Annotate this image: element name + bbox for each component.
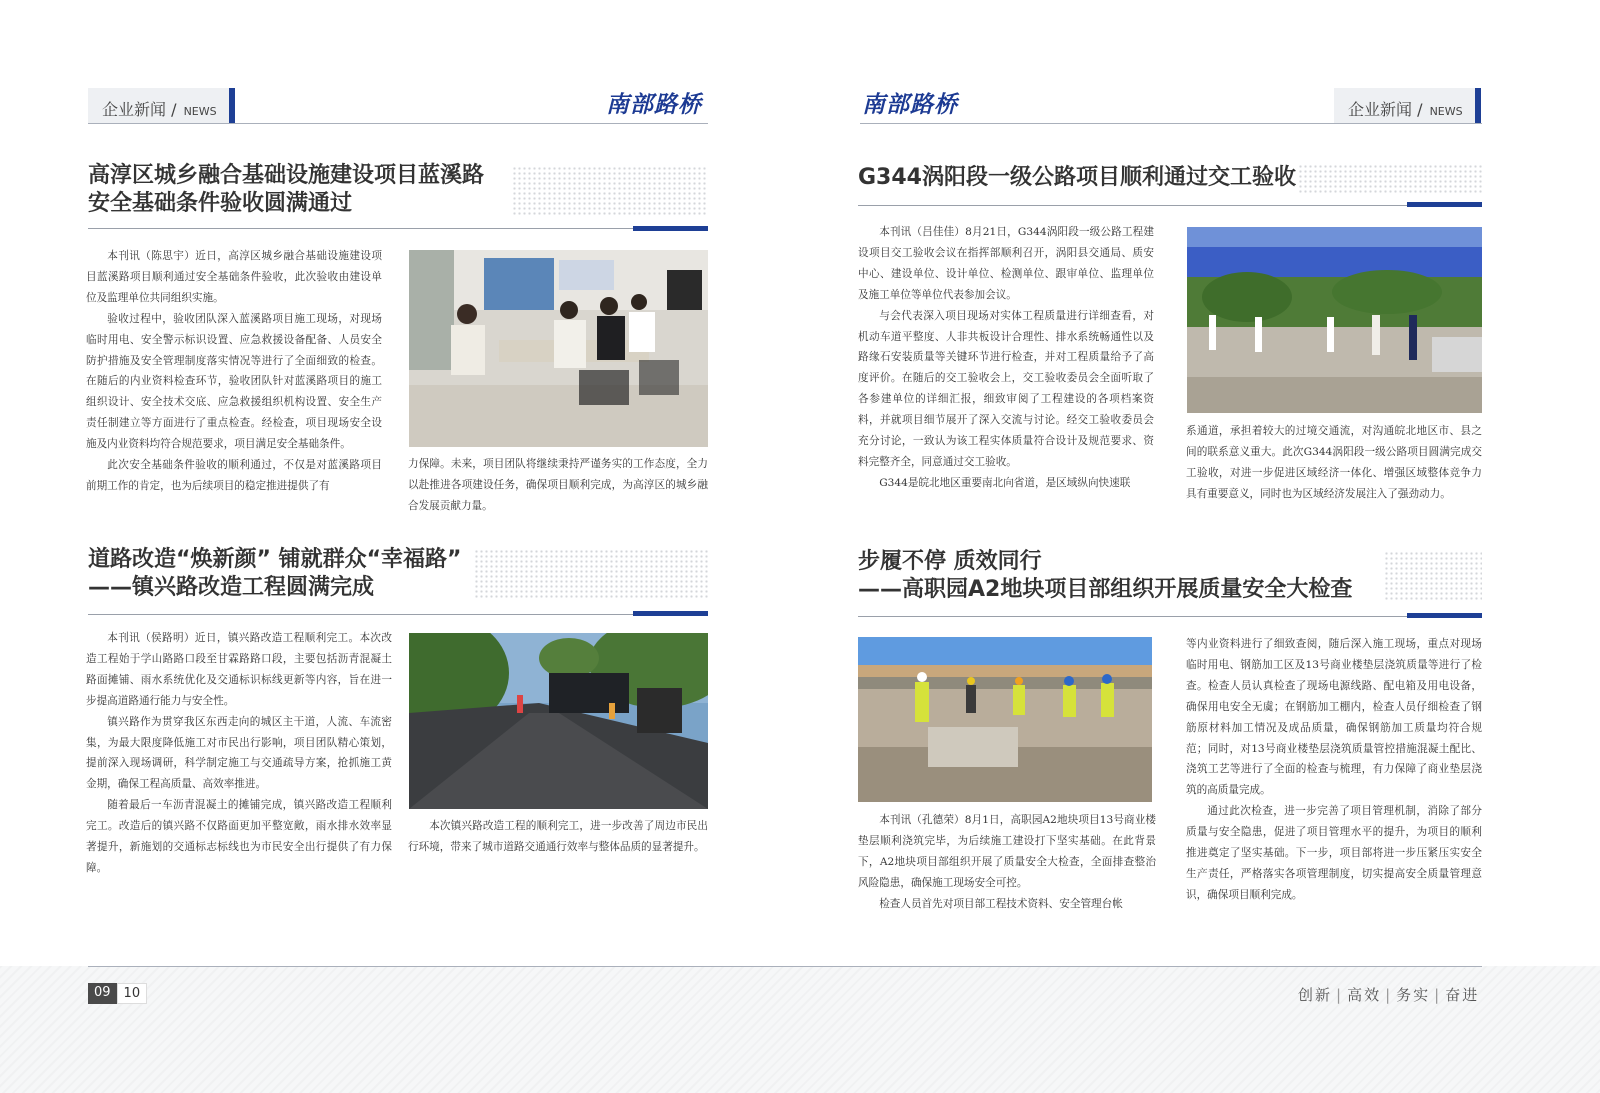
article-title: 高淳区城乡融合基础设施建设项目蓝溪路 安全基础条件验收圆满通过 (88, 163, 485, 216)
footer-rule (88, 966, 1482, 967)
road-paving-photo (409, 633, 708, 809)
meeting-photo (409, 250, 708, 447)
title-accent-bar (1407, 202, 1482, 207)
section-label-en: NEWS (1429, 105, 1463, 118)
page-number-left: 09 (88, 983, 117, 1004)
section-label: 企业新闻 (102, 100, 167, 119)
title-accent-bar (1407, 613, 1482, 618)
title-accent-bar (633, 611, 708, 616)
section-tab-right: 企业新闻 / NEWS (1334, 88, 1481, 124)
article-body-col2: 力保障。未来，项目团队将继续秉持严谨务实的工作态度，全力以赴推进各项建设任务，确保项目顺利完成，为高淳区的城乡融合发展贡献力量。 (408, 458, 708, 512)
article-body-col1: 本刊讯（侯路明）近日，镇兴路改造工程顺利完工。本次改造工程始于学山路路口段至甘霖路路口段，主要包括沥青混凝土路面摊铺、雨水系统优化及交通标识标线更新等内容，旨在进一步提高道路通行能力与安全性。 镇兴路作为贯穿我区东西走向的城区主干道，人流、车流密集，为最大限度降低施工对市民出行影响，项目团队精心策划，提前深入现场调研，科学制定施工与交通疏导方案，抢抓施工黄金期，确保工程高质量、高效率推进。 随着最后一车沥青混凝土的摊铺完成，镇兴路改造工程顺利完工。改造后的镇兴路不仅路面更加平整宽敞，雨水排水效率显著提升，新施划的交通标志标线也为市民安全出行提供了有力保障。 (86, 632, 392, 874)
article-body-col2: 系通道，承担着较大的过境交通流，对沟通皖北地区市、县之间的联系意义重大。此次G344涡阳段一级公路项目圆满完成交工验收，对进一步促进区域经济一体化、增强区域整体竞争力具有重要意义，同时也为区域经济发展注入了强劲动力。 (1186, 425, 1482, 500)
title-underline (858, 616, 1407, 617)
footer-slogan: 创新 | 高效 | 务实 | 奋进 (1298, 986, 1480, 1004)
article-body-col2: 等内业资料进行了细致查阅，随后深入施工现场，重点对现场临时用电、钢筋加工区及13号商业楼垫层浇筑质量等进行了检查。检查人员认真检查了现场电源线路、配电箱及用电设备，确保用电安全无虞；在钢筋加工棚内，检查人员仔细检查了钢筋原材料加工情况及成品质量，确保钢筋加工质量均符合规范；同时，对13号商业楼垫层浇筑质量管控措施混凝土配比、浇筑工艺等进行了全面的检查与梳理，有力保障了商业垫层浇筑的高质量完成。 通过此次检查，进一步完善了项目管理机制，消除了部分质量与安全隐患，促进了项目管理水平的提升，为项目的顺利推进奠定了坚实基础。下一步，项目部将进一步压紧压实安全生产责任，严格落实各项管理制度，切实提高安全质量管理意识，确保项目顺利完成。 (1186, 638, 1482, 901)
title-dots-decoration (1384, 551, 1482, 601)
section-tab-left: 企业新闻 / NEWS (88, 88, 235, 124)
title-underline (88, 228, 633, 229)
article-body-col1: 本刊讯（孔德荣）8月1日，高职园A2地块项目13号商业楼垫层顺利浇筑完毕，为后续施工建设打下坚实基础。在此背景下，A2地块项目部组织开展了质量安全大检查，全面排查整治风险隐患，确保施工现场安全可控。 检查人员首先对项目部工程技术资料、安全管理台帐 (858, 814, 1156, 910)
highway-inspection-photo (1187, 227, 1482, 413)
title-dots-decoration (1298, 164, 1482, 194)
page-number-right: 10 (117, 983, 148, 1004)
page-numbers (88, 983, 147, 1004)
section-label-en: NEWS (183, 105, 217, 118)
article-title: G344涡阳段一级公路项目顺利通过交工验收 (858, 165, 1296, 190)
title-dots-decoration (474, 549, 708, 599)
brand-logo-right: 南部路桥 (862, 91, 958, 118)
section-label: 企业新闻 (1348, 100, 1413, 119)
title-underline (858, 205, 1407, 206)
header-rule-right (860, 123, 1482, 124)
title-dots-decoration (512, 166, 708, 216)
article-body-col1: 本刊讯（陈思宇）近日，高淳区城乡融合基础设施建设项目蓝溪路项目顺利通过安全基础条件验收，此次验收由建设单位及监理单位共同组织实施。 验收过程中，验收团队深入蓝溪路项目施工现场，对现场临时用电、安全警示标识设置、应急救援设备配备、人员安全防护措施及安全管理制度落实情况等进行了全面细致的检查。在随后的内业资料检查环节，验收团队针对蓝溪路项目的施工组织设计、安全技术交底、应急救援组织机构设置、安全生产责任制建立等方面进行了重点检查。经检查，项目现场安全设施及内业资料均符合规范要求，项目满足安全基础条件。 此次安全基础条件验收的顺利通过，不仅是对蓝溪路项目前期工作的肯定，也为后续项目的稳定推进提供了有 (86, 250, 382, 492)
title-accent-bar (633, 226, 708, 231)
article-body-col2: 本次镇兴路改造工程的顺利完工，进一步改善了周边市民出行环境，带来了城市道路交通通行效率与整体品质的显著提升。 (408, 820, 708, 853)
article-body-col1: 本刊讯（吕佳佳）8月21日，G344涡阳段一级公路工程建设项目交工验收会议在指挥部顺利召开，涡阳县交通局、质安中心、建设单位、设计单位、检测单位、跟审单位、监理单位及施工单位等单位代表参加会议。 与会代表深入项目现场对实体工程质量进行详细查看，对机动车道平整度、人非共板设计合理性、排水系统畅通性以及路缘石安装质量等关键环节进行检查，并对工程质量给予了高度评价。在随后的交工验收会上，交工验收委员会全面听取了各参建单位的详细汇报，细致审阅了工程建设的各项档案资料，并就项目细节展开了深入交流与讨论。经交工验收委员会充分讨论，一致认为该工程实体质量符合设计及规范要求、资料完整齐全，同意通过交工验收。 G344是皖北地区重要南北向省道，是区域纵向快速联 (858, 226, 1154, 489)
article-title: 道路改造“焕新颜” 铺就群众“幸福路” ——镇兴路改造工程圆满完成 (88, 547, 462, 600)
article-title: 步履不停 质效同行 ——高职园A2地块项目部组织开展质量安全大检查 (858, 549, 1353, 602)
header-rule-left (88, 123, 708, 124)
brand-logo-left: 南部路桥 (606, 91, 702, 118)
construction-site-photo (858, 637, 1152, 802)
title-underline (88, 614, 633, 615)
